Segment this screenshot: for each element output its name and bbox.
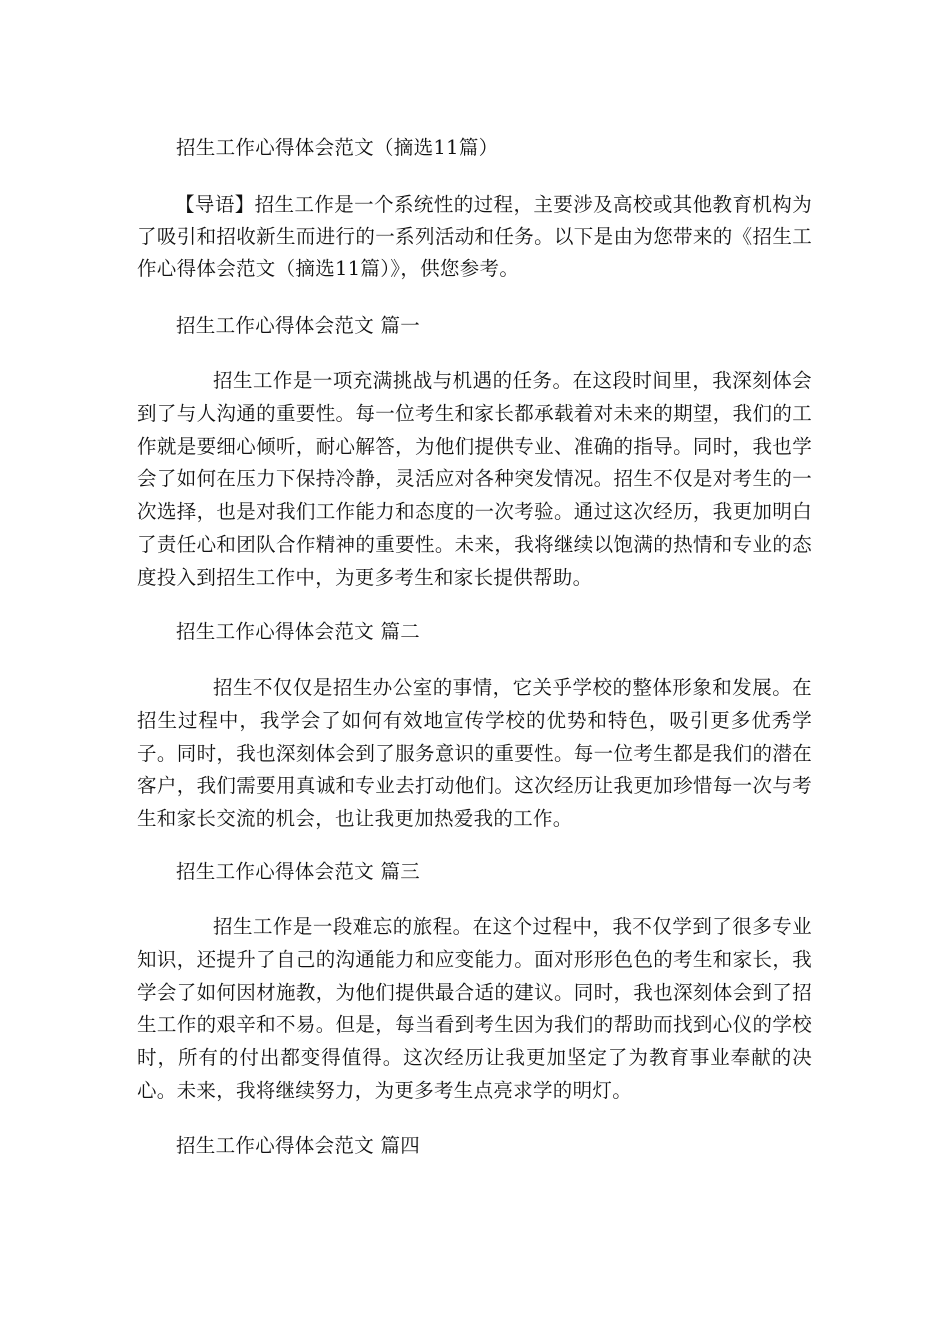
- section-heading: 招生工作心得体会范文 篇三: [176, 860, 421, 883]
- intro-paragraph: 【导语】招生工作是一个系统性的过程，主要涉及高校或其他教育机构为了吸引和招收新生而进行的一系列活动和任务。以下是由为您带来的《招生工作心得体会范文（摘选11篇）》，供您参考。: [137, 193, 812, 280]
- section-body: 招生工作是一段难忘的旅程。在这个过程中，我不仅学到了很多专业知识，还提升了自己的沟通能力和应变能力。面对形形色色的考生和家长，我学会了如何因材施教，为他们提供最合适的建议。同时，我也深刻体会到了招生工作的艰辛和不易。但是，每当看到考生因为我们的帮助而找到心仪的学校时，所有的付出都变得值得。这次经历让我更加坚定了为教育事业奉献的决心。未来，我将继续努力，为更多考生点亮求学的明灯。: [137, 915, 812, 1102]
- section-body: 招生工作是一项充满挑战与机遇的任务。在这段时间里，我深刻体会到了与人沟通的重要性。每一位考生和家长都承载着对未来的期望，我们的工作就是要细心倾听，耐心解答，为他们提供专业、准确的指导。同时，我也学会了如何在压力下保持冷静，灵活应对各种突发情况。招生不仅是对考生的一次选择，也是对我们工作能力和态度的一次考验。通过这次经历，我更加明白了责任心和团队合作精神的重要性。未来，我将继续以饱满的热情和专业的态度投入到招生工作中，为更多考生和家长提供帮助。: [137, 369, 812, 589]
- section-heading: 招生工作心得体会范文 篇四: [176, 1134, 421, 1157]
- section-body: 招生不仅仅是招生办公室的事情，它关乎学校的整体形象和发展。在招生过程中，我学会了如何有效地宣传学校的优势和特色，吸引更多优秀学子。同时，我也深刻体会到了服务意识的重要性。每一位考生都是我们的潜在客户，我们需要用真诚和专业去打动他们。这次经历让我更加珍惜每一次与考生和家长交流的机会，也让我更加热爱我的工作。: [137, 676, 812, 831]
- section-heading: 招生工作心得体会范文 篇一: [176, 314, 421, 337]
- section-heading: 招生工作心得体会范文 篇二: [176, 620, 421, 643]
- document-title: 招生工作心得体会范文（摘选11篇）: [176, 136, 499, 159]
